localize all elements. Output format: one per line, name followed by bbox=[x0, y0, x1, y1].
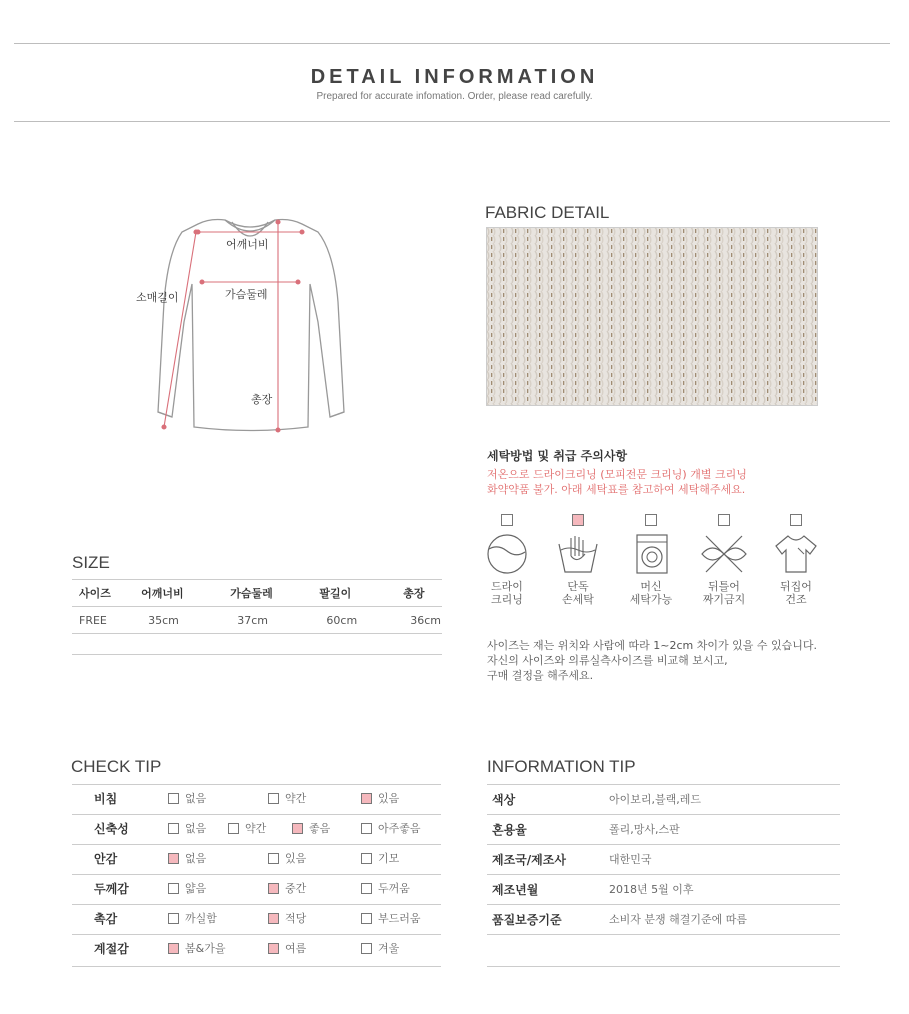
check-option-label: 겨울 bbox=[378, 942, 400, 955]
size-header: 가슴둘레 bbox=[223, 580, 312, 607]
check-row-divider bbox=[72, 966, 441, 967]
check-option-label: 없음 bbox=[185, 792, 207, 805]
care-checkbox[interactable] bbox=[790, 514, 802, 526]
check-option-label: 여름 bbox=[285, 942, 307, 955]
check-option[interactable] bbox=[361, 820, 421, 836]
check-option-label: 약간 bbox=[245, 822, 267, 835]
washing-machine-icon bbox=[631, 534, 671, 574]
check-option-checkbox[interactable] bbox=[361, 793, 372, 804]
check-row-divider bbox=[72, 874, 441, 875]
check-option-checkbox[interactable] bbox=[268, 913, 279, 924]
size-header: 팔길이 bbox=[312, 580, 396, 607]
info-row-divider bbox=[487, 844, 840, 845]
sleeve-label: 소매길이 bbox=[136, 291, 179, 304]
info-row-divider bbox=[487, 814, 840, 815]
dry-clean-icon bbox=[486, 534, 528, 574]
check-option[interactable] bbox=[168, 880, 206, 896]
check-row-divider bbox=[72, 784, 441, 785]
check-option[interactable] bbox=[168, 820, 206, 836]
care-checkbox[interactable] bbox=[501, 514, 513, 526]
check-option[interactable] bbox=[268, 940, 306, 956]
check-option[interactable] bbox=[228, 820, 266, 836]
check-option-checkbox[interactable] bbox=[292, 823, 303, 834]
check-option-label: 없음 bbox=[185, 852, 207, 865]
no-wring-icon bbox=[700, 534, 748, 574]
check-row-label: 비침 bbox=[94, 792, 118, 806]
check-option-label: 두꺼움 bbox=[378, 882, 410, 895]
check-tip-title: CHECK TIP bbox=[71, 757, 162, 776]
check-option-label: 부드러움 bbox=[378, 912, 421, 925]
check-option[interactable] bbox=[168, 940, 225, 956]
size-header: 어깨너비 bbox=[134, 580, 223, 607]
size-bottom-divider bbox=[72, 654, 442, 655]
check-option-label: 있음 bbox=[378, 792, 400, 805]
check-option[interactable] bbox=[361, 850, 399, 866]
size-title: SIZE bbox=[72, 553, 110, 572]
fabric-photo bbox=[486, 227, 818, 406]
info-row-value: 소비자 분쟁 해결기준에 따름 bbox=[609, 913, 748, 926]
check-option-checkbox[interactable] bbox=[268, 853, 279, 864]
check-option-label: 아주좋음 bbox=[378, 822, 421, 835]
size-header: 총장 bbox=[396, 580, 442, 607]
check-row-label: 두께감 bbox=[94, 882, 129, 896]
check-option-label: 봄&가을 bbox=[185, 942, 226, 955]
check-option-label: 기모 bbox=[378, 852, 400, 865]
care-inside-out: 뒤집어 건조 bbox=[756, 514, 836, 606]
check-option-checkbox[interactable] bbox=[168, 853, 179, 864]
check-row-divider bbox=[72, 934, 441, 935]
check-option-checkbox[interactable] bbox=[168, 823, 179, 834]
fabric-title: FABRIC DETAIL bbox=[485, 203, 610, 222]
check-option[interactable] bbox=[361, 880, 410, 896]
page-title: DETAIL INFORMATION bbox=[310, 66, 599, 88]
info-row-value: 폴리,망사,스판 bbox=[609, 823, 680, 836]
info-row-value: 2018년 5월 이후 bbox=[609, 883, 694, 896]
check-option[interactable] bbox=[361, 940, 399, 956]
info-row-label: 제조년월 bbox=[492, 883, 539, 897]
care-dry-clean: 드라이 크리닝 bbox=[467, 514, 547, 606]
header-bottom-divider bbox=[14, 121, 890, 122]
top-divider bbox=[14, 43, 890, 44]
size-table bbox=[72, 579, 442, 634]
check-option-label: 까실함 bbox=[185, 912, 217, 925]
check-option-checkbox[interactable] bbox=[268, 793, 279, 804]
check-option-checkbox[interactable] bbox=[361, 853, 372, 864]
care-checkbox[interactable] bbox=[718, 514, 730, 526]
check-row-divider bbox=[72, 904, 441, 905]
washing-title: 세탁방법 및 취급 주의사항 bbox=[487, 449, 628, 463]
care-hand-wash: 단독 손세탁 bbox=[538, 514, 618, 606]
info-tip-title: INFORMATION TIP bbox=[487, 757, 636, 776]
care-machine-wash: 머신 세탁가능 bbox=[611, 514, 691, 606]
check-option-label: 좋음 bbox=[309, 822, 331, 835]
info-row-divider bbox=[487, 934, 840, 935]
check-option[interactable] bbox=[168, 790, 206, 806]
check-row-label: 계절감 bbox=[94, 942, 129, 956]
check-option-checkbox[interactable] bbox=[168, 883, 179, 894]
check-option-label: 얇음 bbox=[185, 882, 207, 895]
check-option[interactable] bbox=[361, 790, 399, 806]
check-option[interactable] bbox=[268, 790, 306, 806]
check-row-divider bbox=[72, 844, 441, 845]
size-note-1: 사이즈는 재는 위치와 사람에 따라 1~2cm 차이가 있을 수 있습니다. bbox=[487, 639, 817, 652]
check-option[interactable] bbox=[361, 910, 421, 926]
chest-label: 가슴둘레 bbox=[225, 288, 268, 301]
info-row-divider bbox=[487, 966, 840, 967]
washing-note-2: 화약약품 불가. 아래 세탁표를 참고하여 세탁해주세요. bbox=[487, 483, 746, 496]
check-option[interactable] bbox=[168, 850, 206, 866]
hand-wash-icon bbox=[555, 534, 601, 574]
info-row-label: 제조국/제조사 bbox=[492, 853, 566, 867]
washing-note-1: 저온으로 드라이크리닝 (모피전문 크리닝) 개별 크리닝 bbox=[487, 468, 747, 481]
info-row-label: 색상 bbox=[492, 793, 516, 807]
size-header: 사이즈 bbox=[72, 580, 134, 607]
check-option-checkbox[interactable] bbox=[361, 883, 372, 894]
check-option-label: 약간 bbox=[285, 792, 307, 805]
check-option-checkbox[interactable] bbox=[268, 943, 279, 954]
check-option-checkbox[interactable] bbox=[361, 913, 372, 924]
info-row-divider bbox=[487, 904, 840, 905]
check-option-label: 적당 bbox=[285, 912, 307, 925]
check-row-label: 안감 bbox=[94, 852, 118, 866]
check-option[interactable] bbox=[168, 910, 217, 926]
check-row-label: 신축성 bbox=[94, 822, 129, 836]
page-subtitle: Prepared for accurate infomation. Order, please read carefully. bbox=[316, 91, 593, 102]
length-label: 총장 bbox=[251, 393, 273, 406]
check-option-checkbox[interactable] bbox=[268, 883, 279, 894]
check-row-label: 촉감 bbox=[94, 912, 118, 926]
shoulder-label: 어깨너비 bbox=[226, 238, 269, 251]
size-note-3: 구매 결정을 해주세요. bbox=[487, 669, 594, 682]
check-row-divider bbox=[72, 814, 441, 815]
info-row-value: 대한민국 bbox=[609, 853, 652, 866]
inside-out-dry-icon bbox=[774, 534, 818, 574]
check-option[interactable] bbox=[292, 820, 330, 836]
check-option-label: 없음 bbox=[185, 822, 207, 835]
size-header-row bbox=[72, 580, 442, 607]
check-option-checkbox[interactable] bbox=[168, 913, 179, 924]
check-option-checkbox[interactable] bbox=[228, 823, 239, 834]
care-checkbox[interactable] bbox=[645, 514, 657, 526]
size-note-2: 자신의 사이즈와 의류실측사이즈를 비교해 보시고, bbox=[487, 654, 728, 667]
info-row-label: 혼용율 bbox=[492, 823, 527, 837]
check-option-checkbox[interactable] bbox=[361, 823, 372, 834]
check-option-checkbox[interactable] bbox=[168, 943, 179, 954]
check-option-checkbox[interactable] bbox=[168, 793, 179, 804]
check-option[interactable] bbox=[268, 850, 306, 866]
check-option[interactable] bbox=[268, 910, 306, 926]
check-option[interactable] bbox=[268, 880, 306, 896]
check-option-label: 중간 bbox=[285, 882, 307, 895]
check-option-checkbox[interactable] bbox=[361, 943, 372, 954]
care-no-wring: 뒤틀어 짜기금지 bbox=[684, 514, 764, 606]
check-option-label: 있음 bbox=[285, 852, 307, 865]
info-row-divider bbox=[487, 874, 840, 875]
care-checkbox[interactable] bbox=[572, 514, 584, 526]
info-row-divider bbox=[487, 784, 840, 785]
info-row-value: 아이보리,블랙,레드 bbox=[609, 793, 702, 806]
size-row: FREE 35cm 37cm 60cm 36cm bbox=[72, 607, 442, 634]
info-row-label: 품질보증기준 bbox=[492, 913, 562, 927]
